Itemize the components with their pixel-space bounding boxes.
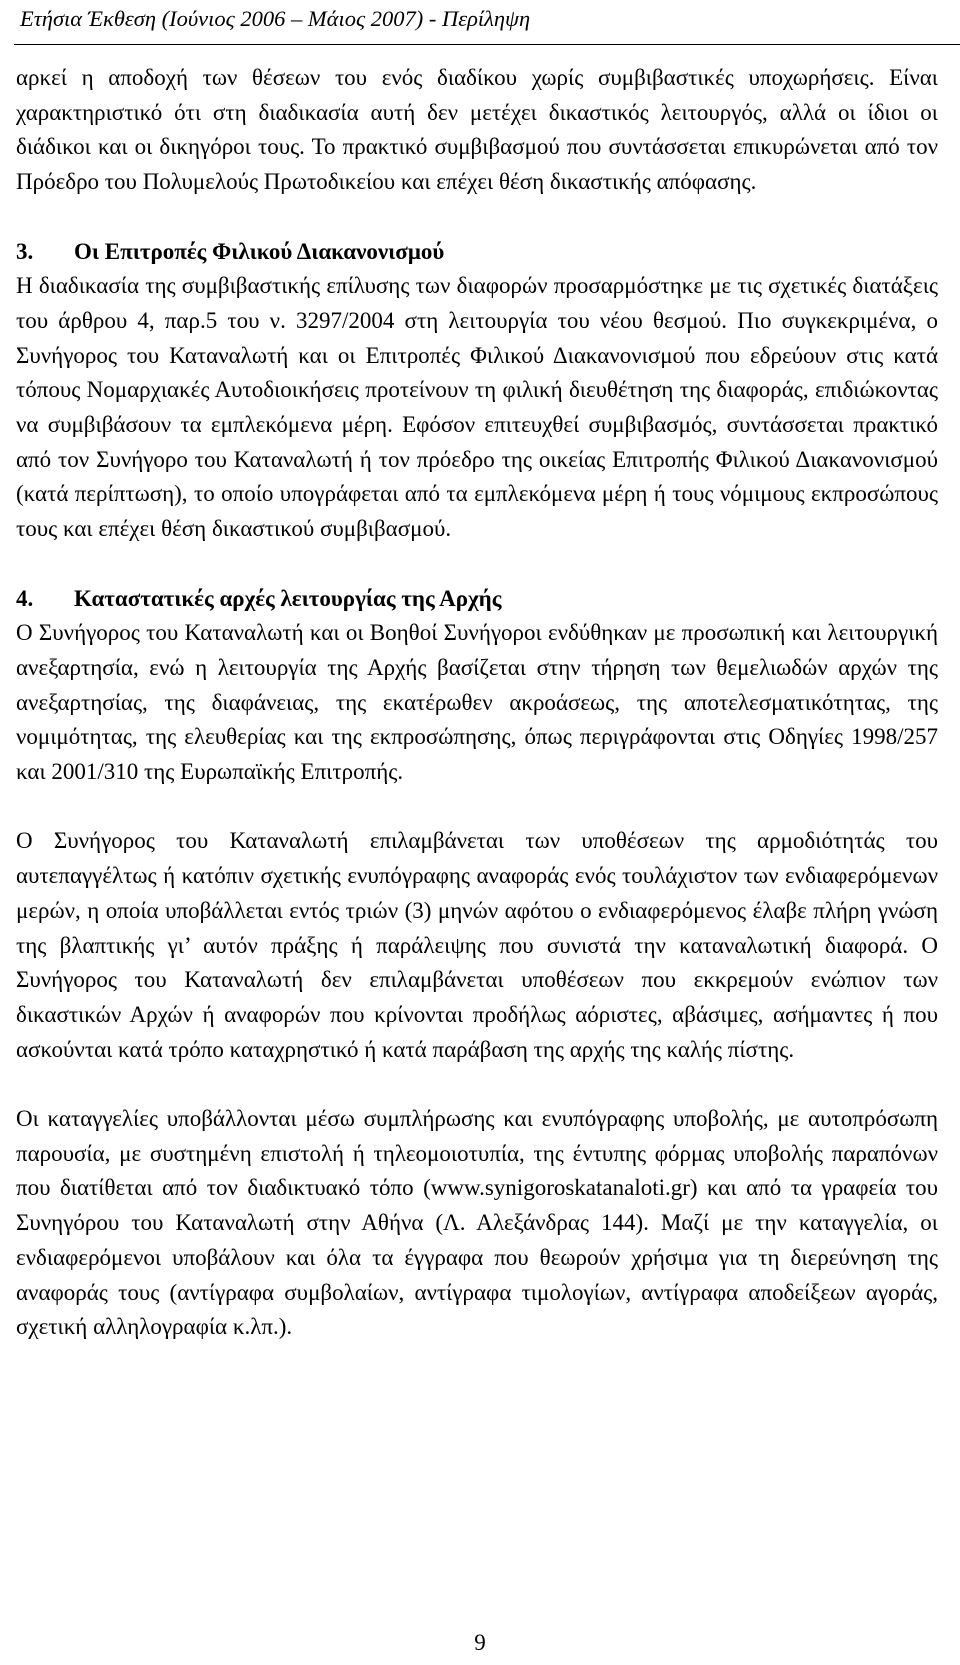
section-number: 3. <box>16 238 34 264</box>
running-header: Ετήσια Έκθεση (Ιούνιος 2006 – Μάιος 2007) - Περίληψη <box>20 6 531 31</box>
section-title: Καταστατικές αρχές λειτουργίας της Αρχής <box>74 585 502 611</box>
section-heading <box>16 582 938 617</box>
section-title: Οι Επιτροπές Φιλικού Διακανονισμού <box>74 238 445 264</box>
body-paragraph: Η διαδικασία της συμβιβαστικής επίλυσης των διαφορών προσαρμόστηκε με τις σχετικές διατάξεις του άρθρου 4, παρ.5 του ν. 3297/2004 στη λειτουργία του νέου θεσμού. Πιο συγκεκριμένα, ο Συνήγορος του Καταναλωτή και οι Επιτροπές Φιλικού Διακανονισμού που εδρεύουν στις κατά τόπους Νομαρχιακές Αυτοδιοικήσεις προτείνουν τη φιλική διευθέτηση της διαφοράς, επιδιώκοντας να συμβιβάσουν τα εμπλεκόμενα μέρη. Εφόσον επιτευχθεί συμβιβασμός, συντάσσεται πρακτικό από τον Συνήγορο του Καταναλωτή ή τον πρόεδρο της οικείας Επιτροπής Φιλικού Διακανονισμού (κατά περίπτωση), το οποίο υπογράφεται από τα εμπλεκόμενα μέρη ή τους νόμιμους εκπροσώπους τους και επέχει θέση δικαστικού συμβιβασμού. <box>16 273 938 542</box>
section-heading <box>16 235 938 270</box>
header-divider <box>14 44 960 45</box>
section-number: 4. <box>16 585 34 611</box>
body-paragraph: Οι καταγγελίες υποβάλλονται μέσω συμπλήρωσης και ενυπόγραφης υποβολής, με αυτοπρόσωπη παρουσία, με συστημένη επιστολή ή τηλεομοιοτυπία, της έντυπης φόρμας υποβολής παραπόνων που διατίθεται από τον διαδικτυακό τόπο (www.synigoroskatanaloti.gr) και από τα γραφεία του Συνηγόρου του Καταναλωτή στην Αθήνα (Λ. Αλεξάνδρας 144). Μαζί με την καταγγελία, οι ενδιαφερόμενοι υποβάλουν και όλα τα έγγραφα που θεωρούν χρήσιμα για τη διερεύνηση της αναφοράς τους (αντίγραφα συμβολαίων, αντίγραφα τιμολογίων, αντίγραφα αποδείξεων αγοράς, σχετική αλληλογραφία κ.λπ.). <box>16 1106 938 1340</box>
page-number: 9 <box>474 1630 486 1655</box>
body-paragraph: Ο Συνήγορος του Καταναλωτή και οι Βοηθοί Συνήγοροι ενδύθηκαν με προσωπική και λειτουργική ανεξαρτησία, ενώ η λειτουργία της Αρχής βασίζεται στην τήρηση των θεμελιωδών αρχών της ανεξαρτησίας, της διαφάνειας, της εκατέρωθεν ακροάσεως, της αποτελεσματικότητας, της νομιμότητας, της ελευθερίας και της εκπροσώπησης, όπως περιγράφονται στις Οδηγίες 1998/257 και 2001/310 της Ευρωπαϊκής Επιτροπής. <box>16 620 938 785</box>
section-3 <box>16 235 938 547</box>
document-body <box>16 61 938 1345</box>
section-4 <box>16 582 938 1345</box>
continuation-paragraph: αρκεί η αποδοχή των θέσεων του ενός διαδίκου χωρίς συμβιβαστικές υποχωρήσεις. Είναι χαρακτηριστικό ότι στη διαδικασία αυτή δεν μετέχει δικαστικός λειτουργός, αλλά οι ίδιοι οι διάδικοι και οι δικηγόροι τους. Το πρακτικό συμβιβασμού που συντάσσεται επικυρώνεται από τον Πρόεδρο του Πολυμελούς Πρωτοδικείου και επέχει θέση δικαστικής απόφασης. <box>16 65 938 195</box>
body-paragraph: Ο Συνήγορος του Καταναλωτή επιλαμβάνεται των υποθέσεων της αρμοδιότητάς του αυτεπαγγέλτως ή κατόπιν σχετικής ενυπόγραφης αναφοράς ενός τουλάχιστον των ενδιαφερόμενων μερών, η οποία υποβάλλεται εντός τριών (3) μηνών αφότου ο ενδιαφερόμενος έλαβε πλήρη γνώση της βλαπτικής γι’ αυτόν πράξης ή παράλειψης που συνιστά την καταναλωτική διαφορά. Ο Συνήγορος του Καταναλωτή δεν επιλαμβάνεται υποθέσεων που εκκρεμούν ενώπιον των δικαστικών Αρχών ή αναφορών που κρίνονται προδήλως αόριστες, αβάσιμες, ασήμαντες ή που ασκούνται κατά τρόπο καταχρηστικό ή κατά παράβαση της αρχής της καλής πίστης. <box>16 828 938 1062</box>
